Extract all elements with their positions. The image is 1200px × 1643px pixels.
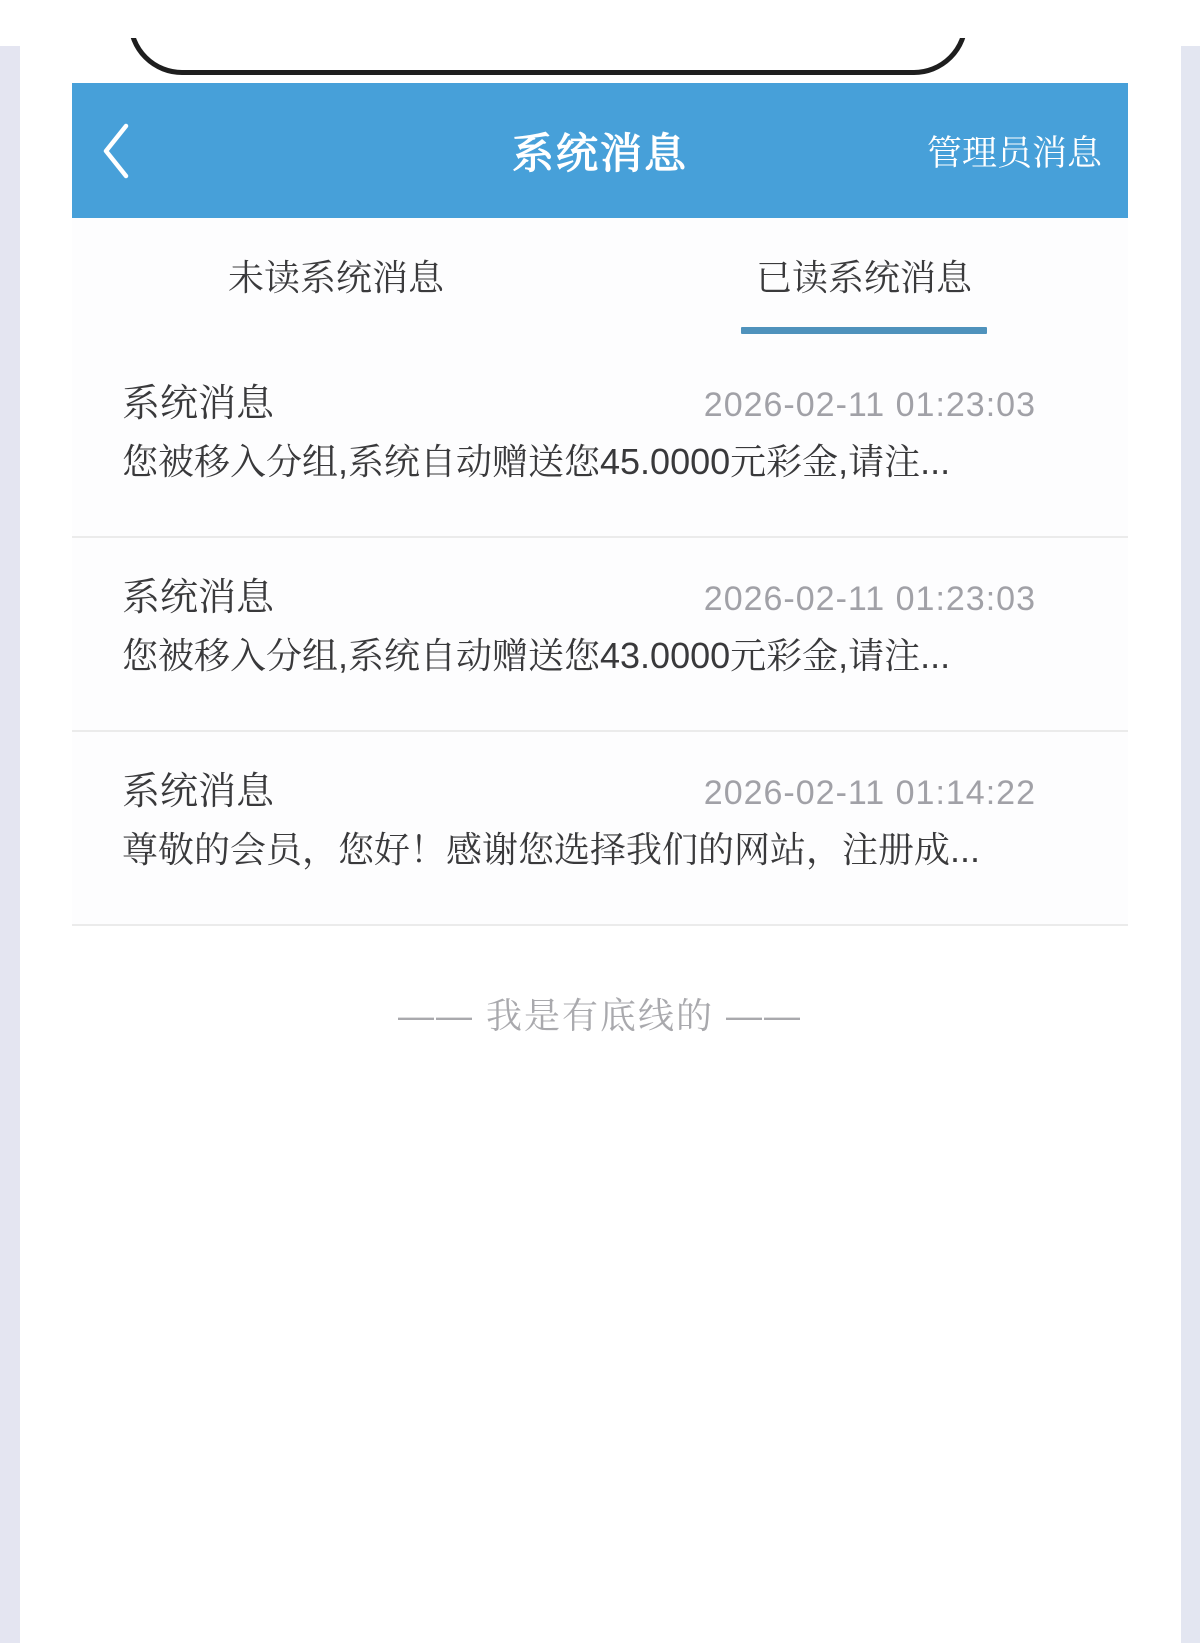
tab-read-system-messages[interactable] [600,218,1128,344]
tab-label: 未读系统消息 [227,257,444,298]
back-button[interactable] [98,111,158,191]
message-timestamp: 2026-02-11 01:14:22 [703,774,1036,812]
admin-messages-button[interactable]: 管理员消息 [926,133,1102,173]
active-tab-underline [741,327,987,334]
app-header [72,83,1128,218]
message-row-header [122,372,1036,427]
message-row[interactable] [72,344,1128,538]
message-row[interactable] [72,732,1128,926]
message-list [72,344,1128,926]
message-row[interactable] [72,538,1128,732]
page-right-strip [1181,46,1200,1643]
message-row-header [122,760,1036,815]
message-tabs [72,218,1128,344]
top-white-band [0,0,1200,38]
page-left-strip [0,46,20,1643]
message-preview: 您被移入分组,系统自动赠送您45.0000元彩金,请注... [122,441,951,482]
list-end-text: —— 我是有底线的 —— [397,995,802,1036]
message-title: 系统消息 [122,771,275,813]
message-timestamp: 2026-02-11 01:23:03 [703,386,1036,424]
message-title: 系统消息 [122,383,275,425]
tab-label: 已读系统消息 [755,257,972,298]
page-title: 系统消息 [511,129,688,177]
messages-screen [72,83,1128,1039]
message-timestamp: 2026-02-11 01:23:03 [703,580,1036,618]
message-title: 系统消息 [122,577,275,619]
message-preview: 您被移入分组,系统自动赠送您43.0000元彩金,请注... [122,635,951,676]
message-preview: 尊敬的会员，您好！感谢您选择我们的网站，注册成... [122,829,981,870]
tab-unread-system-messages[interactable] [72,218,600,344]
chevron-left-icon [98,120,132,182]
message-row-header [122,566,1036,621]
